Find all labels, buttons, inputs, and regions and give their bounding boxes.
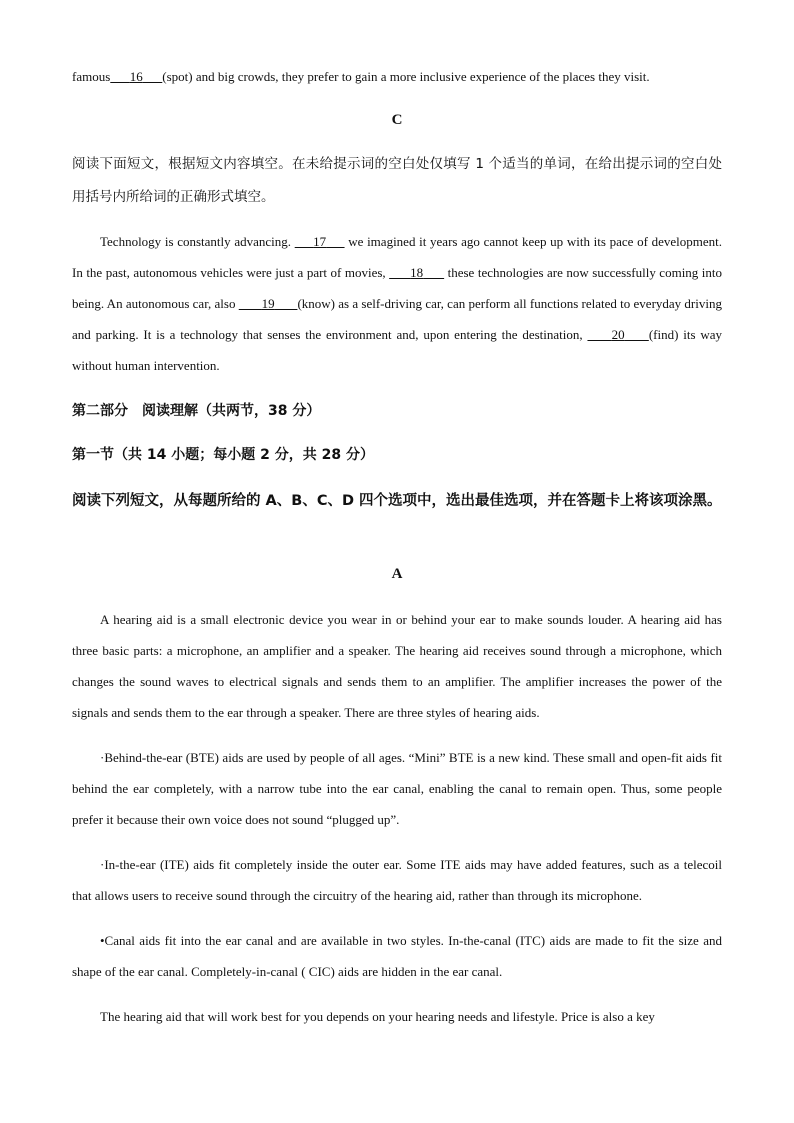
- part2-instructions: 阅读下列短文，从每题所给的 A、B、C、D 四个选项中，选出最佳选项，并在答题卡上将该项涂黑。: [72, 493, 722, 509]
- part2-section1: 第一节（共 14 小题；每小题 2 分，共 28 分）: [72, 447, 374, 463]
- blank-20: 20: [611, 327, 625, 342]
- passage-a-para4: •Canal aids fit into the ear canal and are available in two styles. In-the-canal (ITC) aids are made to fit the size and shape of the ear canal. Completely-in-canal ( CIC) aids are hidden in the ear canal.: [72, 933, 722, 979]
- section-c-instructions: 阅读下面短文，根据短文内容填空。在未给提示词的空白处仅填写 1 个适当的单词，在给出提示词的空白处用括号内所给词的正确形式填空。: [72, 156, 722, 205]
- part2-title: 第二部分 阅读理解（共两节，38 分）: [72, 403, 321, 419]
- top-line-after: (spot) and big crowds, they prefer to gain a more inclusive experience of the places they visit.: [162, 69, 650, 84]
- passage-a-para5: The hearing aid that will work best for you depends on your hearing needs and lifestyle. Price is also a key: [100, 1009, 655, 1024]
- blank-17: 17: [313, 234, 327, 249]
- top-line-before: famous: [72, 69, 111, 84]
- passage-a-para2: ·Behind-the-ear (BTE) aids are used by people of all ages. “Mini” BTE is a new kind. These small and open-fit aids fit behind the ear completely, with a narrow tube into the ear canal, enabling the canal to remain open. Thus, some people prefer it because their own voice does not sound “plugged up”.: [72, 750, 722, 827]
- passage-a-para3: ·In-the-ear (ITE) aids fit completely inside the outer ear. Some ITE aids may have added features, such as a telecoil that allows users to receive sound through the circuitry of the hearing aid, rather than through its microphone.: [72, 857, 722, 903]
- section-c-label: C: [391, 112, 403, 128]
- blank-18: 18: [410, 265, 424, 280]
- top-paragraph-line: [72, 61, 722, 92]
- passage-a-label: A: [391, 566, 403, 582]
- passage-a-para1: A hearing aid is a small electronic device you wear in or behind your ear to make sounds louder. A hearing aid has three basic parts: a microphone, an amplifier and a speaker. The hearing aid receives sound through a microphone, which changes the sound waves to electrical signals and sends them to an amplifier. The amplifier increases the power of the signals and sends them to the ear through a speaker. There are three styles of hearing aids.: [72, 612, 722, 720]
- blank-16: 16: [129, 69, 143, 84]
- blank-19: 19: [261, 296, 275, 311]
- section-c-passage: Technology is constantly advancing. 17 we imagined it years ago cannot keep up with its pace of development. In the past, autonomous vehicles were just a part of movies, 18 these technologies are now successfully coming into being. An autonomous car, also 19 (know) as a self-driving car, can perform all functions related to everyday driving and parking. It is a technology that senses the environment and, upon entering the destination, 20 (find) its way without human intervention.: [72, 234, 723, 373]
